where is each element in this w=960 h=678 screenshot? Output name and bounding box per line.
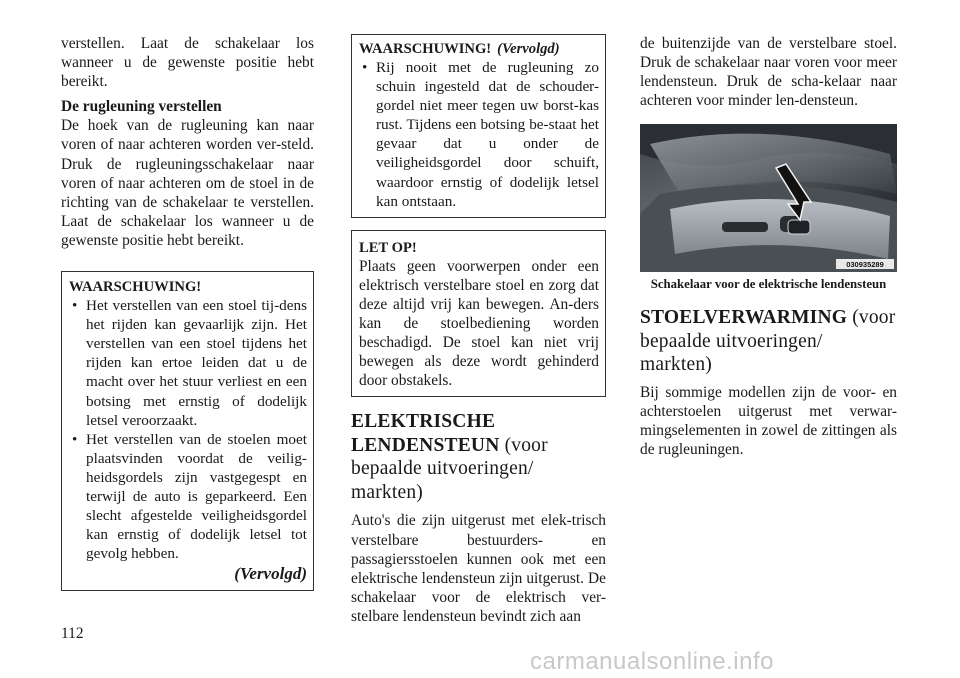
lumbar-switch-photo	[640, 124, 897, 272]
warning-box	[61, 271, 314, 591]
seat-heating-section-title: STOELVERWARMING (voor bepaalde uitvoeringen/ markten)	[640, 307, 896, 376]
lumbar-paragraph: Auto's die zijn uitgerust met elek-trisch verstelbare bestuurders- en passagiersstoelen kunnen ook met een elektrische lendensteun zijn uitgerust. De schakelaar voor de elektrisch ver-stelbare lendensteun bevindt zich aan	[351, 512, 606, 625]
warning-title: WAARSCHUWING!	[69, 279, 202, 296]
caution-body: Plaats geen voorwerpen onder een elektrisch verstelbare stoel en zorg dat deze altijd vrij kan bewegen. An-ders kan de stoelbediening worden beschadigd. De stoel kan niet vrij bewegen als deze wordt gehinderd door obstakels.	[359, 257, 599, 390]
warning-box-continued	[351, 34, 606, 218]
caution-title: LET OP!	[359, 239, 417, 256]
figure-caption: Schakelaar voor de elektrische lendensteun	[650, 277, 887, 292]
warning-title: WAARSCHUWING! (Vervolgd)	[359, 41, 560, 57]
seat-heating-paragraph: Bij sommige modellen zijn de voor- en achterstoelen uitgerust met verwar-mingselementen in zowel de zittingen als de rugleuningen.	[640, 383, 897, 459]
warning-item: • Rij nooit met de rugleuning zo schuin ingesteld dat de schouder-gordel niet meer tegen uw borst-kas rust. Tijdens een botsing be-staat het gevaar dat u onder de veiligheidsgordel door schuift, waardoor ernstig of dodelijk letsel kan ontstaan.	[359, 58, 599, 211]
lumbar-section-title: ELEKTRISCHE LENDENSTEUN (voor bepaalde uitvoeringen/ markten)	[351, 411, 548, 503]
seat-illustration	[640, 124, 897, 272]
warning-item: • Het verstellen van de stoelen moet plaatsvinden voordat de veilig-heidsgordels zijn vastgegespt en terwijl de auto is geparkeerd. Een slecht afgestelde veiligheidsgordel kan ernstig of dodelijk letsel tot gevolg hebben.	[69, 430, 307, 564]
caution-box	[351, 230, 606, 398]
continued-label: (Vervolgd)	[234, 564, 307, 584]
column-middle	[351, 34, 606, 626]
figure-code: 030935289	[846, 260, 884, 270]
backrest-paragraph: De hoek van de rugleuning kan naar voren of naar achteren worden ver-steld. Druk de rugleuningsschakelaar naar voren of naar achteren om de stoel in de richting van de schakelaar te verstellen. Laat de schakelaar los wanneer u de gewenste positie hebt bereikt.	[61, 117, 314, 249]
intro-paragraph: verstellen. Laat de schakelaar los wanneer u de gewenste positie hebt bereikt.	[61, 35, 314, 91]
continued-suffix: (Vervolgd)	[497, 41, 560, 57]
page-number: 112	[61, 625, 84, 642]
warning-item: • Het verstellen van een stoel tij-dens het rijden kan gevaarlijk zijn. Het verstellen van een stoel tijdens het rijden kan ertoe leiden dat u de macht over het stuur verliest en een botsing met ernstig of dodelijk letsel veroorzaakt.	[69, 296, 307, 430]
warning-list	[69, 296, 307, 563]
column-right	[640, 34, 897, 459]
warning-list	[359, 58, 599, 211]
column-left	[61, 34, 314, 591]
lumbar-paragraph-continued: de buitenzijde van de verstelbare stoel. Druk de schakelaar naar voren voor meer lendensteun. Druk de scha-kelaar naar achteren voor minder len-densteun.	[640, 35, 897, 110]
backrest-heading: De rugleuning verstellen	[61, 98, 222, 116]
watermark: carmanualsonline.info	[530, 648, 774, 675]
